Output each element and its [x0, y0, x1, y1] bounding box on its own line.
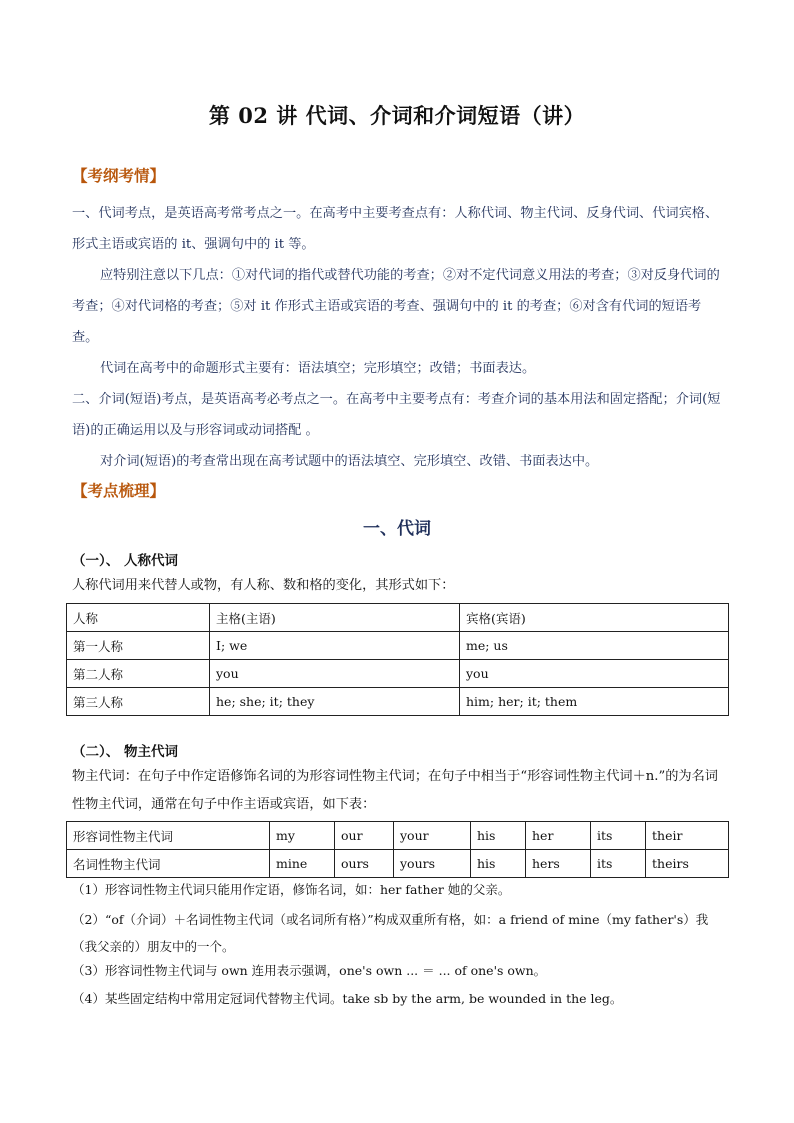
table-cell: 第三人称 [67, 688, 210, 716]
table-cell: you [210, 660, 460, 688]
table-row [67, 850, 729, 878]
section-heading-exam-outline: 【考纲考情】 [72, 166, 166, 185]
table-cell: 名词性物主代词 [67, 850, 270, 878]
table-cell: 第二人称 [67, 660, 210, 688]
table-cell: I; we [210, 632, 460, 660]
table-header-cell: 宾格(宾语) [460, 604, 729, 632]
table-cell: her [526, 822, 591, 850]
table-cell: him; her; it; them [460, 688, 729, 716]
paragraph-key-points: 应特别注意以下几点：①对代词的指代或替代功能的考查；②对不定代词意义用法的考查；③对反身代词的考查；④对代词格的考查；⑤对 it 作形式主语或宾语的考查、强调句中的 it 的考查；⑥对含有代词的短语考查。 [72, 268, 720, 345]
table-cell: yours [394, 850, 471, 878]
table-cell: your [394, 822, 471, 850]
possessive-pronoun-table [66, 821, 729, 878]
possessive-pronouns-intro: 物主代词：在句子中作定语修饰名词的为形容词性物主代词；在句子中相当于“形容词性物主代词＋n.”的为名词性物主代词，通常在句子中作主语或宾语，如下表： [72, 769, 718, 812]
table-row [67, 822, 729, 850]
table-cell: 形容词性物主代词 [67, 822, 270, 850]
table-cell: its [591, 822, 646, 850]
table-cell: his [471, 850, 526, 878]
personal-pronouns-intro: 人称代词用来代替人或物，有人称、数和格的变化，其形式如下： [72, 578, 455, 593]
table-cell: you [460, 660, 729, 688]
personal-pronoun-table [66, 603, 729, 716]
paragraph-preposition-overview: 二、介词(短语)考点，是英语高考必考点之一。在高考中主要考点有：考查介词的基本用法和固定搭配；介词(短语)的正确运用以及与形容词或动词搭配 。 [72, 392, 721, 438]
paragraph-pronoun-overview: 一、代词考点，是英语高考常考点之一。在高考中主要考查点有：人称代词、物主代词、反身代词、代词宾格、形式主语或宾语的 it、强调句中的 it 等。 [72, 206, 719, 252]
table-cell: hers [526, 850, 591, 878]
part-heading-pronouns: 一、代词 [363, 519, 431, 539]
table-cell: 第一人称 [67, 632, 210, 660]
table-cell: he; she; it; they [210, 688, 460, 716]
table-header-cell: 主格(主语) [210, 604, 460, 632]
page-title: 第 02 讲 代词、介词和介词短语（讲） [208, 103, 586, 128]
table-cell: mine [270, 850, 335, 878]
table-cell: its [591, 850, 646, 878]
table-row [67, 632, 729, 660]
paragraph-question-forms: 代词在高考中的命题形式主要有：语法填空；完形填空；改错；书面表达。 [100, 361, 536, 376]
note-item: （1）形容词性物主代词只能用作定语，修饰名词，如：her father 她的父亲。 [72, 882, 511, 897]
table-row [67, 688, 729, 716]
table-cell: me; us [460, 632, 729, 660]
subheading-possessive-pronouns: （二）、 物主代词 [72, 744, 178, 760]
note-item: （2）“of（介词）＋名词性物主代词（或名词所有格）”构成双重所有格，如：a friend of mine（my father's）我（我父亲的）朋友中的一个。 [72, 912, 709, 954]
table-cell: theirs [646, 850, 729, 878]
table-cell: my [270, 822, 335, 850]
table-row [67, 660, 729, 688]
paragraph-preposition-forms: 对介词(短语)的考查常出现在高考试题中的语法填空、完形填空、改错、书面表达中。 [100, 454, 599, 469]
table-header-cell: 人称 [67, 604, 210, 632]
table-header-row [67, 604, 729, 632]
subheading-personal-pronouns: （一）、 人称代词 [72, 553, 178, 569]
note-item: （3）形容词性物主代词与 own 连用表示强调，one's own ... ＝ ... of one's own。 [72, 963, 547, 978]
note-item: （4）某些固定结构中常用定冠词代替物主代词。take sb by the arm, be wounded in the leg。 [72, 991, 623, 1006]
table-cell: ours [335, 850, 394, 878]
table-cell: their [646, 822, 729, 850]
table-cell: his [471, 822, 526, 850]
table-cell: our [335, 822, 394, 850]
section-heading-key-points: 【考点梳理】 [72, 481, 166, 500]
